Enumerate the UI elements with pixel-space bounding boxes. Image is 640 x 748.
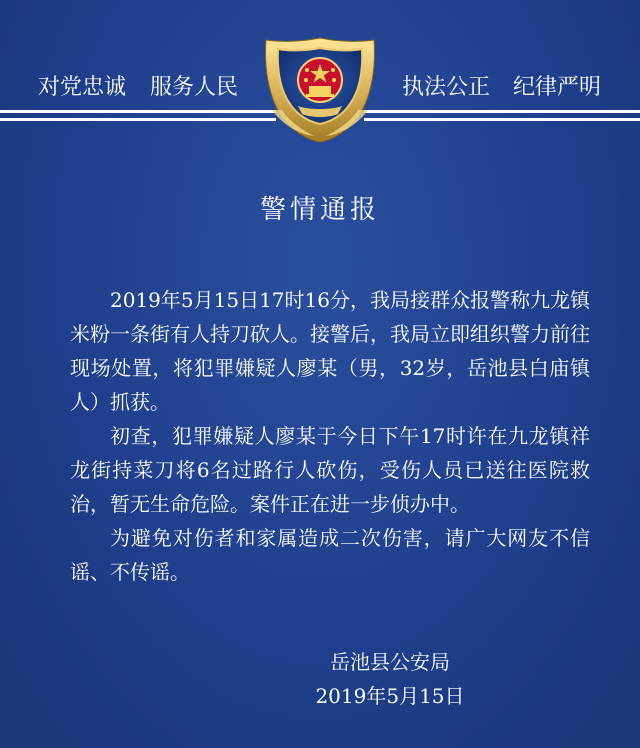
left-stripe-upper [0,110,276,113]
signature-block [290,645,490,713]
right-stripe-upper [364,110,640,113]
slogan-serve-people: 服务人民 [150,75,239,100]
left-stripe-lower [0,118,276,121]
paragraph-appeal: 为避免对伤者和家属造成二次伤害，请广大网友不信谣、不传谣。 [70,526,590,584]
police-badge-icon [262,36,378,144]
right-stripe-lower [364,118,640,121]
notice-body [70,283,590,589]
notice-title: 警情通报 [259,195,380,225]
paragraph-incident: 2019年5月15日17时16分，我局接群众报警称九龙镇米粉一条街有人持刀砍人。接警后，我局立即组织警力前往现场处置，将犯罪嫌疑人廖某（男，32岁，岳池县白庙镇人）抓获。 [70,288,590,414]
issuer-name: 岳池县公安局 [330,650,450,674]
header-banner [0,0,640,145]
slogan-loyalty: 对党忠诚 [38,75,127,100]
slogan-fair-law: 执法公正 [402,75,491,100]
paragraph-investigation: 初查，犯罪嫌疑人廖某于今日下午17时许在九龙镇祥龙街持菜刀将6名过路行人砍伤，受伤人员已送往医院救治，暂无生命危险。案件正在进一步侦办中。 [70,424,590,516]
slogan-discipline: 纪律严明 [513,75,602,100]
issue-date: 2019年5月15日 [315,684,465,708]
